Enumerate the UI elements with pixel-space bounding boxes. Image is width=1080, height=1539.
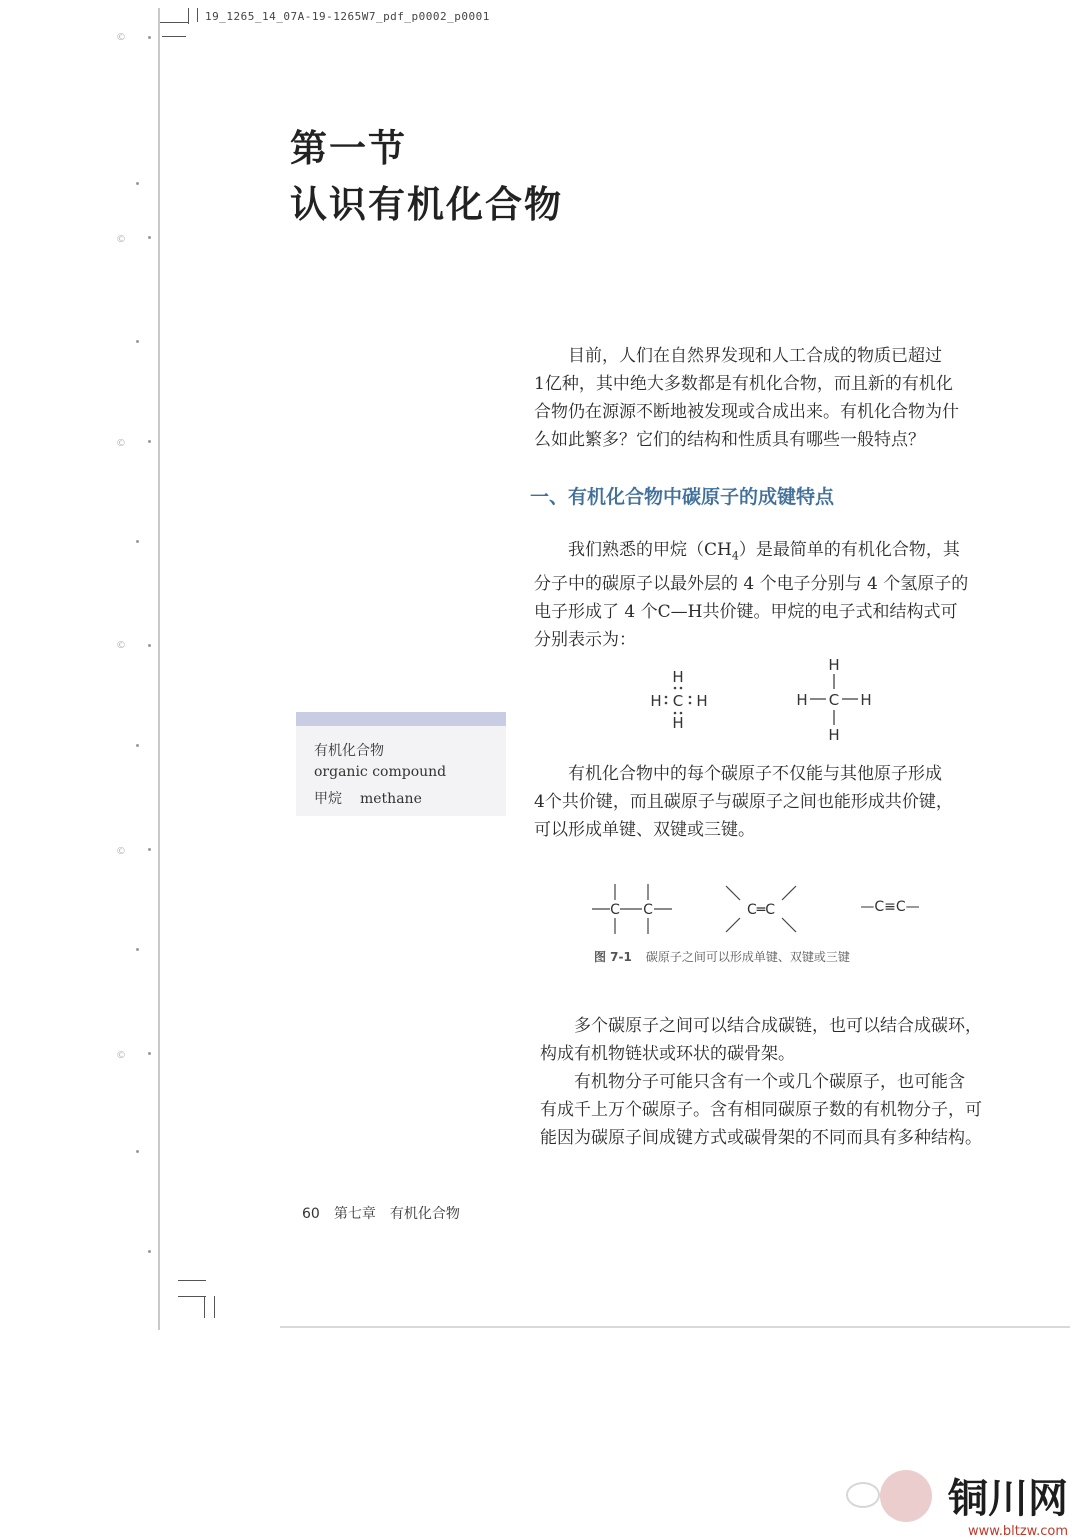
margin-dot: [148, 644, 151, 647]
page-number: 60: [302, 1206, 320, 1222]
margin-mark: ©: [116, 846, 126, 857]
bond-line: 4个共价键，而且碳原子与碳原子之间也能形成共价键，: [534, 792, 953, 812]
structure-line: 有成千上万个碳原子。含有相同碳原子数的有机物分子，可: [540, 1100, 982, 1120]
crop-mark: [160, 22, 188, 23]
glossary-term-en: methane: [360, 791, 422, 807]
formula-atom: H: [672, 714, 684, 732]
formula-atom: H: [860, 691, 872, 709]
structure-line: 能因为碳原子间成键方式或碳骨架的不同而具有多种结构。: [540, 1128, 982, 1148]
margin-dot: [148, 36, 151, 39]
formula-atom: H: [796, 691, 808, 709]
triple-bond-label: —C≡C—: [860, 899, 920, 915]
bond-line: 有机化合物中的每个碳原子不仅能与其他原子形成: [568, 764, 942, 784]
figure-number: 图 7-1: [594, 950, 632, 964]
margin-mark: ©: [116, 234, 126, 245]
wechat-icon: [846, 1482, 880, 1508]
methane-electron-formula: [640, 664, 720, 736]
formula-atom: C: [828, 691, 840, 709]
chain-paragraph: [540, 1012, 990, 1068]
formula-atom: H: [828, 656, 840, 674]
bond-line: 可以形成单键、双键或三键。: [534, 820, 755, 840]
crop-mark: [214, 1296, 215, 1318]
methane-text: 我们熟悉的甲烷（CH: [568, 540, 732, 560]
formula-atom: H: [828, 726, 840, 742]
single-bond-diagram: [592, 884, 672, 934]
figure-caption: [594, 948, 850, 965]
scan-file-label: 19_1265_14_07A-19-1265W7_pdf_p0002_p0001: [205, 10, 490, 23]
page-footer: [302, 1203, 460, 1223]
margin-dot: [148, 440, 151, 443]
watermark-site-name: 铜川网: [948, 1475, 1068, 1522]
crop-mark: [162, 36, 186, 37]
chain-line: 多个碳原子之间可以结合成碳链，也可以结合成碳环，: [574, 1016, 982, 1036]
margin-dot: [148, 236, 151, 239]
methane-text: ）是最简单的有机化合物，其: [738, 540, 960, 560]
margin-dot: [136, 744, 139, 747]
section-number-title: 第一节: [290, 127, 407, 170]
methane-line: 分别表示为：: [534, 630, 636, 651]
margin-mark: ©: [116, 1050, 126, 1061]
margin-mark: ©: [116, 640, 126, 651]
chapter-title: 有机化合物: [389, 1206, 460, 1222]
margin-dot: [148, 848, 151, 851]
intro-line: 目前，人们在自然界发现和人工合成的物质已超过: [568, 346, 942, 366]
margin-dot: [136, 540, 139, 543]
double-bond-label: C═C: [747, 902, 775, 918]
crop-mark: [178, 1296, 206, 1297]
methane-subscript: 4: [731, 549, 739, 563]
methane-line: 分子中的碳原子以最外层的 4 个电子分别与 4 个氢原子的: [534, 574, 969, 595]
intro-line: 么如此繁多？它们的结构和性质具有哪些一般特点？: [534, 430, 925, 450]
margin-dot: [148, 1250, 151, 1253]
methane-line: [534, 536, 984, 570]
crop-mark: [204, 1296, 205, 1318]
formula-atom: H: [650, 692, 662, 710]
margin-mark: ©: [116, 32, 126, 43]
structure-paragraph: [540, 1068, 990, 1152]
scan-bottom-edge: [280, 1326, 1070, 1328]
formula-atom: C: [672, 692, 684, 710]
subsection-heading: 一、有机化合物中碳原子的成键特点: [530, 486, 835, 508]
margin-dot: [136, 1150, 139, 1153]
methane-structural-formula: [790, 652, 880, 742]
margin-dot: [136, 182, 139, 185]
bond-types-figure: [588, 876, 948, 940]
carbon-atom: C: [610, 902, 620, 918]
crop-mark: [178, 1280, 206, 1281]
glossary-term-cn: 有机化合物: [314, 743, 384, 759]
glossary-term-cn: 甲烷: [314, 791, 342, 807]
margin-dot: [136, 948, 139, 951]
structure-line: 有机物分子可能只含有一个或几个碳原子，也可能含: [574, 1072, 965, 1092]
site-watermark: [948, 1467, 1068, 1539]
margin-dot: [148, 1052, 151, 1055]
bond-paragraph: [534, 760, 984, 844]
watermark-seal-icon: [880, 1470, 932, 1522]
glossary-sidebar: [296, 712, 506, 816]
section-title: 认识有机化合物: [290, 183, 563, 226]
intro-paragraph: [534, 342, 984, 454]
intro-line: 合物仍在源源不断地被发现或合成出来。有机化合物为什: [534, 402, 959, 422]
margin-mark: ©: [116, 438, 126, 449]
figure-caption-text: 碳原子之间可以形成单键、双键或三键: [645, 950, 850, 964]
intro-line: 1亿种，其中绝大多数都是有机化合物，而且新的有机化: [534, 374, 953, 394]
carbon-atom: C: [643, 902, 653, 918]
glossary-term-pair: [314, 788, 422, 808]
crop-mark: [188, 8, 189, 24]
chapter-label: 第七章: [333, 1206, 376, 1222]
methane-line: 电子形成了 4 个C—H共价键。甲烷的电子式和结构式可: [534, 602, 958, 623]
formula-atom: H: [672, 668, 684, 686]
chain-line: 构成有机物链状或环状的碳骨架。: [540, 1044, 795, 1064]
methane-paragraph: [534, 536, 984, 654]
watermark-url: www.bltzw.com: [968, 1524, 1068, 1539]
sidebar-header-bar: [296, 712, 506, 726]
scan-margin-line: [158, 8, 160, 1330]
glossary-term-en: organic compound: [314, 764, 447, 780]
margin-dot: [136, 340, 139, 343]
crop-mark: [197, 8, 198, 22]
formula-atom: H: [696, 692, 708, 710]
